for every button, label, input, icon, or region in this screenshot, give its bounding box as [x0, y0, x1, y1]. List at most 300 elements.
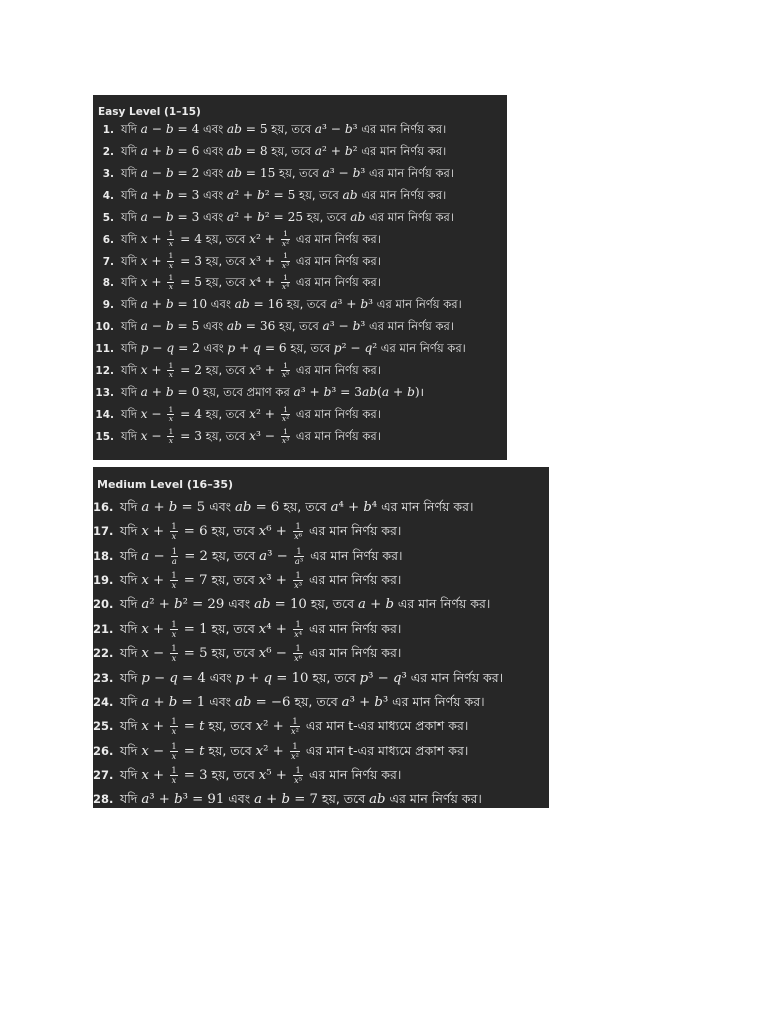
fraction-numerator: 1	[171, 545, 178, 556]
problem-text: এর মান নির্ণয় কর।	[305, 523, 402, 539]
fraction-denominator	[170, 654, 177, 663]
math-variable: x	[258, 572, 267, 588]
math-variable: b	[256, 209, 265, 224]
math-expression: a³ −	[259, 548, 292, 564]
math-variable: x	[141, 572, 149, 588]
fraction	[293, 644, 303, 663]
problem-text: যদি	[120, 645, 142, 661]
fraction-denominator: x⁵	[294, 775, 303, 786]
problem-text: এবং	[199, 209, 227, 224]
problem-text: যদি	[121, 363, 141, 378]
problem-item	[93, 119, 507, 141]
math-variable: a	[141, 597, 150, 613]
math-variable: q	[169, 670, 178, 686]
problem-statement	[121, 188, 446, 202]
problem-number: 28.	[93, 792, 114, 807]
problem-number: 20.	[93, 597, 114, 612]
problem-number: 2.	[102, 145, 114, 158]
problem-text: যদি	[121, 341, 141, 356]
math-variable: x	[140, 275, 148, 290]
problem-item	[93, 763, 549, 787]
math-variable: x	[294, 628, 299, 639]
problem-text: এবং	[207, 297, 235, 312]
problem-text: হয়, তবে	[207, 645, 259, 661]
problem-item	[93, 690, 549, 714]
problem-text: এর মান নির্ণয় কর।	[357, 187, 447, 202]
fraction	[281, 230, 290, 248]
problem-statement	[120, 791, 482, 806]
problem-text: যদি	[120, 498, 142, 514]
math-variable: b	[352, 319, 361, 334]
math-expression	[350, 210, 365, 224]
problem-statement	[120, 618, 402, 639]
math-variable: a	[226, 209, 235, 224]
problem-text: হয়, তবে	[308, 669, 360, 685]
math-variable: x	[294, 653, 299, 664]
math-variable: a	[330, 297, 338, 312]
math-variable: a	[314, 122, 322, 136]
fraction-denominator	[167, 415, 174, 423]
math-variable: ab	[235, 499, 252, 515]
fraction	[167, 274, 174, 292]
math-variable: a	[141, 499, 150, 515]
math-variable: a	[226, 187, 235, 202]
math-variable: a	[140, 187, 148, 202]
math-variable: x	[294, 579, 299, 590]
problem-text: এবং	[199, 165, 227, 180]
math-variable: q	[393, 670, 402, 686]
math-expression: a³ − b³	[322, 165, 366, 180]
math-expression: x −	[140, 428, 166, 443]
section-title: Easy Level (1–15)	[98, 106, 201, 118]
fraction-numerator: 1	[168, 360, 174, 370]
problem-statement	[121, 166, 454, 180]
math-variable: p	[141, 670, 150, 686]
math-expression: x³ +	[249, 253, 279, 268]
problem-text: যদি	[121, 165, 141, 180]
math-variable: x	[281, 238, 287, 248]
fraction	[170, 717, 177, 736]
math-variable: a	[259, 548, 268, 564]
problem-item	[93, 714, 549, 738]
math-variable: ab	[362, 385, 378, 400]
problem-statement	[120, 643, 402, 664]
problem-text: হয়, তবে	[204, 742, 256, 758]
math-variable: x	[281, 260, 287, 270]
math-variable: a	[140, 319, 148, 334]
math-variable: a	[140, 385, 148, 400]
fraction-numerator: 1	[293, 620, 303, 630]
problem-text: যদি	[121, 385, 141, 400]
problem-item	[93, 617, 549, 641]
problem-text: যদি	[121, 275, 141, 290]
math-expression: ab = 15	[226, 165, 276, 180]
math-expression: x⁴ +	[258, 621, 292, 637]
math-variable: a	[140, 165, 148, 180]
problem-text: হয়, তবে	[202, 363, 250, 378]
problem-statement	[120, 545, 403, 566]
problem-text: এবং	[224, 791, 255, 807]
math-expression: a + b = 5	[141, 499, 206, 515]
problem-item	[93, 272, 507, 294]
problem-text: এর মান নির্ণয় কর।	[388, 693, 485, 709]
math-variable: a	[381, 385, 390, 400]
fraction-denominator: a³	[294, 555, 304, 566]
math-expression: x +	[141, 768, 169, 784]
math-expression: a − b = 2	[140, 165, 200, 180]
math-variable: ab	[369, 792, 386, 808]
math-variable: p	[359, 670, 369, 686]
math-variable: x	[140, 231, 148, 246]
fraction-numerator: 1	[293, 766, 303, 776]
math-expression: p² − q²	[333, 341, 378, 356]
math-variable: b	[168, 694, 178, 710]
fraction-numerator: 1	[290, 717, 300, 727]
problem-number: 22.	[93, 646, 114, 661]
problem-text: এর মান নির্ণয় কর।	[373, 297, 462, 312]
problem-number: 3.	[102, 167, 114, 180]
fraction-denominator: x³	[281, 435, 290, 445]
math-variable: x	[168, 370, 174, 380]
problem-statement	[120, 499, 473, 514]
math-expression: x² +	[249, 406, 279, 421]
math-expression: x +	[140, 231, 166, 246]
problem-statement	[120, 694, 485, 709]
problem-text: যদি	[121, 253, 141, 268]
math-variable: ab	[226, 122, 242, 136]
problem-text: হয়, তবে	[202, 231, 250, 246]
math-expression: ab = 5	[226, 122, 268, 136]
problem-text: হয়, তবে	[202, 428, 250, 443]
math-expression: = 5	[179, 646, 208, 662]
math-expression: x⁴ +	[249, 275, 279, 290]
math-variable: x	[290, 750, 296, 761]
fraction	[294, 547, 304, 566]
math-expression: = t	[179, 719, 205, 735]
fraction-numerator: 1	[281, 362, 290, 371]
math-variable: a	[141, 694, 150, 710]
math-expression: p + q = 10	[235, 670, 309, 686]
problem-text: যদি	[121, 143, 141, 158]
fraction-denominator: x²	[281, 238, 290, 248]
problem-number: 19.	[93, 572, 114, 587]
fraction-denominator: x³	[294, 579, 303, 590]
problem-item	[93, 426, 507, 448]
fraction-numerator: 1	[168, 229, 174, 239]
fraction-numerator: 1	[168, 404, 174, 414]
fraction-denominator	[170, 776, 177, 785]
problem-text: হয়, তবে	[283, 297, 331, 312]
math-expression: p − q = 4	[141, 670, 206, 686]
math-variable: x	[141, 621, 149, 637]
math-expression: x⁶ −	[258, 646, 292, 662]
problem-number: 24.	[93, 694, 114, 709]
math-variable: x	[258, 646, 267, 662]
math-variable: a	[341, 694, 350, 710]
math-variable: x	[171, 579, 177, 590]
problem-text: এর মান নির্ণয় কর।	[292, 363, 381, 378]
problem-text: এবং	[205, 669, 236, 685]
problem-text: এর মান নির্ণয় কর।	[377, 498, 474, 514]
problem-text: এর মান নির্ণয় কর।	[365, 209, 454, 224]
math-variable: b	[165, 297, 174, 312]
math-variable: b	[374, 694, 383, 710]
math-variable: x	[294, 775, 299, 786]
math-variable: b	[385, 597, 394, 613]
math-variable: a	[314, 143, 322, 158]
math-variable: x	[281, 435, 287, 445]
problem-text: হয়, তবে	[303, 209, 351, 224]
problem-statement	[121, 297, 462, 311]
problem-item	[93, 251, 507, 273]
fraction-numerator: 1	[281, 406, 290, 415]
math-variable: b	[360, 297, 369, 312]
fraction	[293, 620, 303, 639]
math-expression: p³ − q³	[359, 670, 407, 686]
fraction-numerator: 1	[171, 643, 177, 654]
math-variable: x	[249, 231, 256, 246]
problem-text: যদি	[120, 767, 142, 783]
math-expression: a + b = 1	[141, 694, 206, 710]
problem-statement	[120, 521, 402, 542]
problem-item	[93, 404, 507, 426]
problem-statement	[121, 319, 454, 333]
problem-statement	[120, 569, 402, 590]
math-variable: x	[171, 775, 177, 786]
problem-text: এর মান t-এর মাধ্যমে প্রকাশ কর।	[301, 742, 469, 758]
math-variable: a	[141, 792, 150, 808]
problem-number: 5.	[102, 211, 114, 224]
problem-text: এর মান নির্ণয় কর।	[305, 767, 402, 783]
math-variable: b	[363, 499, 372, 515]
fraction-denominator	[170, 581, 177, 590]
math-expression: a − b = 5	[140, 319, 200, 334]
problem-text: হয়, তবে	[202, 253, 250, 268]
math-expression: = t	[179, 743, 205, 759]
problem-number: 17.	[93, 524, 114, 539]
math-variable: q	[364, 341, 373, 356]
problem-text: এর মান নির্ণয় কর।	[393, 596, 491, 612]
math-expression: = 3	[176, 428, 203, 443]
math-expression: x +	[140, 253, 166, 268]
math-variable: b	[281, 792, 290, 808]
math-variable: a	[171, 555, 177, 566]
math-variable: a	[254, 792, 262, 808]
fraction-denominator: x³	[281, 260, 290, 270]
math-variable: x	[171, 750, 177, 761]
problem-text: যদি	[121, 406, 141, 421]
problem-statement	[120, 716, 469, 737]
math-expression: a + b = 0	[140, 385, 200, 400]
problem-item	[93, 666, 549, 690]
math-variable: x	[281, 282, 287, 292]
math-variable: a	[293, 385, 301, 400]
problem-text: এর মান নির্ণয় কর।	[365, 165, 454, 180]
math-variable: ab	[350, 209, 366, 224]
fraction-numerator: 1	[293, 644, 303, 654]
math-variable: x	[168, 413, 174, 423]
problem-number: 26.	[93, 743, 114, 758]
fraction-denominator	[167, 437, 174, 445]
problem-item	[93, 739, 549, 763]
fraction-numerator: 1	[171, 618, 177, 629]
problem-text: এর মান নির্ণয় কর।	[292, 253, 381, 268]
fraction	[290, 717, 300, 736]
problem-number: 25.	[93, 719, 114, 734]
problem-text: হয়, তবে	[202, 275, 250, 290]
fraction	[281, 362, 290, 380]
problem-text: যদি	[120, 620, 142, 636]
problem-number: 1.	[102, 124, 114, 136]
problem-text: এর মান t-এর মাধ্যমে প্রকাশ কর।	[301, 718, 469, 734]
math-expression: a³ + b³	[330, 297, 374, 312]
problem-text: যদি	[121, 209, 141, 224]
math-variable: b	[168, 499, 178, 515]
problem-text: হয়, তবে	[204, 718, 256, 734]
problem-text: এর মান নির্ণয় কর।	[357, 143, 447, 158]
math-expression: = 1	[179, 621, 208, 637]
problem-item	[93, 519, 549, 543]
problem-text: এর মান নির্ণয় কর।	[292, 275, 381, 290]
math-expression: a² + b² = 25	[226, 209, 304, 224]
math-expression: x⁵ +	[258, 768, 292, 784]
problem-text: যদি	[121, 231, 141, 246]
fraction	[293, 571, 303, 590]
math-expression: a − b = 3	[140, 209, 200, 224]
fraction-numerator: 1	[293, 571, 303, 581]
problem-item	[93, 592, 549, 616]
math-expression: a³ + b³ = 91	[141, 792, 225, 808]
problem-statement	[121, 122, 446, 136]
fraction-denominator	[167, 371, 174, 379]
fraction-denominator: x⁶	[294, 531, 303, 542]
math-variable: x	[281, 413, 287, 423]
math-variable: x	[255, 719, 264, 735]
math-variable: ab	[234, 297, 250, 312]
problem-text: যদি	[121, 428, 141, 443]
math-variable: b	[344, 143, 353, 158]
math-variable: x	[281, 370, 287, 380]
problem-text: এর মান নির্ণয় কর।	[406, 669, 504, 685]
problem-number: 8.	[102, 277, 114, 290]
math-expression: x −	[141, 646, 169, 662]
math-variable: b	[174, 597, 183, 613]
math-expression: = 3	[179, 768, 208, 784]
problem-statement	[121, 144, 446, 158]
problem-text: হয়, তবে	[207, 571, 259, 587]
math-variable: q	[166, 341, 175, 356]
problem-item	[93, 568, 549, 592]
problem-text: এবং	[199, 187, 227, 202]
math-variable: b	[352, 165, 361, 180]
problem-text: এর মান নির্ণয় কর।	[305, 571, 402, 587]
math-variable: b	[165, 187, 174, 202]
math-expression: x³ +	[258, 572, 292, 588]
problem-statement	[120, 670, 503, 685]
problem-number: 12.	[95, 365, 114, 378]
math-variable: a	[140, 209, 148, 224]
problem-statement	[121, 229, 381, 248]
fraction-denominator	[170, 752, 177, 761]
math-variable: p	[227, 341, 236, 356]
problem-number: 11.	[95, 343, 114, 356]
problem-item	[93, 207, 507, 229]
math-variable: x	[294, 531, 299, 542]
problem-number: 16.	[93, 499, 114, 514]
problem-text: এর মান নির্ণয় কর।	[377, 341, 466, 356]
fraction	[293, 766, 303, 785]
math-expression: x² +	[255, 719, 288, 735]
math-expression: x +	[141, 524, 169, 540]
problem-number: 21.	[93, 621, 114, 636]
problem-text: এর মান নির্ণয় কর।	[306, 547, 403, 563]
math-variable: ab	[342, 187, 358, 202]
math-expression	[369, 792, 385, 807]
math-expression: a + b = 6	[140, 143, 200, 158]
fraction	[167, 428, 174, 446]
math-variable: x	[140, 363, 148, 378]
medium-level-panel	[93, 467, 549, 808]
math-variable: b	[323, 385, 332, 400]
problem-text: এবং	[199, 122, 227, 136]
problem-number: 23.	[93, 670, 114, 685]
math-expression: a³ + b³	[341, 694, 389, 710]
math-expression: a + b = 3	[140, 187, 200, 202]
math-expression: a² + b²	[314, 143, 358, 158]
math-variable: x	[141, 719, 149, 735]
math-expression: a³ − b³	[322, 319, 366, 334]
math-variable: x	[249, 363, 256, 378]
fraction	[167, 362, 174, 380]
math-variable: x	[141, 524, 149, 540]
problem-item	[93, 294, 507, 316]
fraction	[167, 230, 174, 248]
problem-item	[93, 229, 507, 251]
problem-text: যদি	[120, 669, 142, 685]
math-variable: x	[141, 646, 149, 662]
problem-text: এর মান নির্ণয় কর।	[365, 319, 454, 334]
fraction	[170, 620, 177, 639]
fraction-denominator: x⁶	[294, 653, 303, 664]
problem-text: হয়, তবে	[267, 122, 315, 136]
problem-text: হয়, তবে	[207, 620, 259, 636]
math-variable: a	[358, 597, 366, 613]
math-variable: t	[199, 719, 205, 735]
fraction	[171, 547, 178, 566]
math-variable: b	[256, 187, 265, 202]
problem-text: হয়, তবে	[207, 547, 260, 563]
math-expression: a + b = 7	[254, 792, 318, 808]
math-variable: x	[141, 743, 149, 759]
problem-text: হয়, তবে	[279, 498, 331, 514]
problem-number: 7.	[102, 255, 114, 268]
math-variable: a	[322, 319, 330, 334]
problem-item	[93, 495, 549, 519]
problem-statement	[121, 360, 381, 380]
math-expression: a + b = 10	[140, 297, 208, 312]
math-variable: x	[168, 282, 174, 292]
fraction	[170, 644, 177, 663]
problem-number: 9.	[102, 299, 114, 312]
problem-text: এবং	[199, 143, 227, 158]
problem-list	[93, 119, 507, 448]
math-variable: x	[249, 428, 256, 443]
problem-text: এবং	[199, 341, 228, 356]
problem-text: হয়, তবে	[275, 319, 323, 334]
problem-text: এর মান নির্ণয় কর।	[292, 231, 381, 246]
math-expression: a³ − b³	[314, 122, 358, 136]
problem-text: যদি	[120, 523, 142, 539]
